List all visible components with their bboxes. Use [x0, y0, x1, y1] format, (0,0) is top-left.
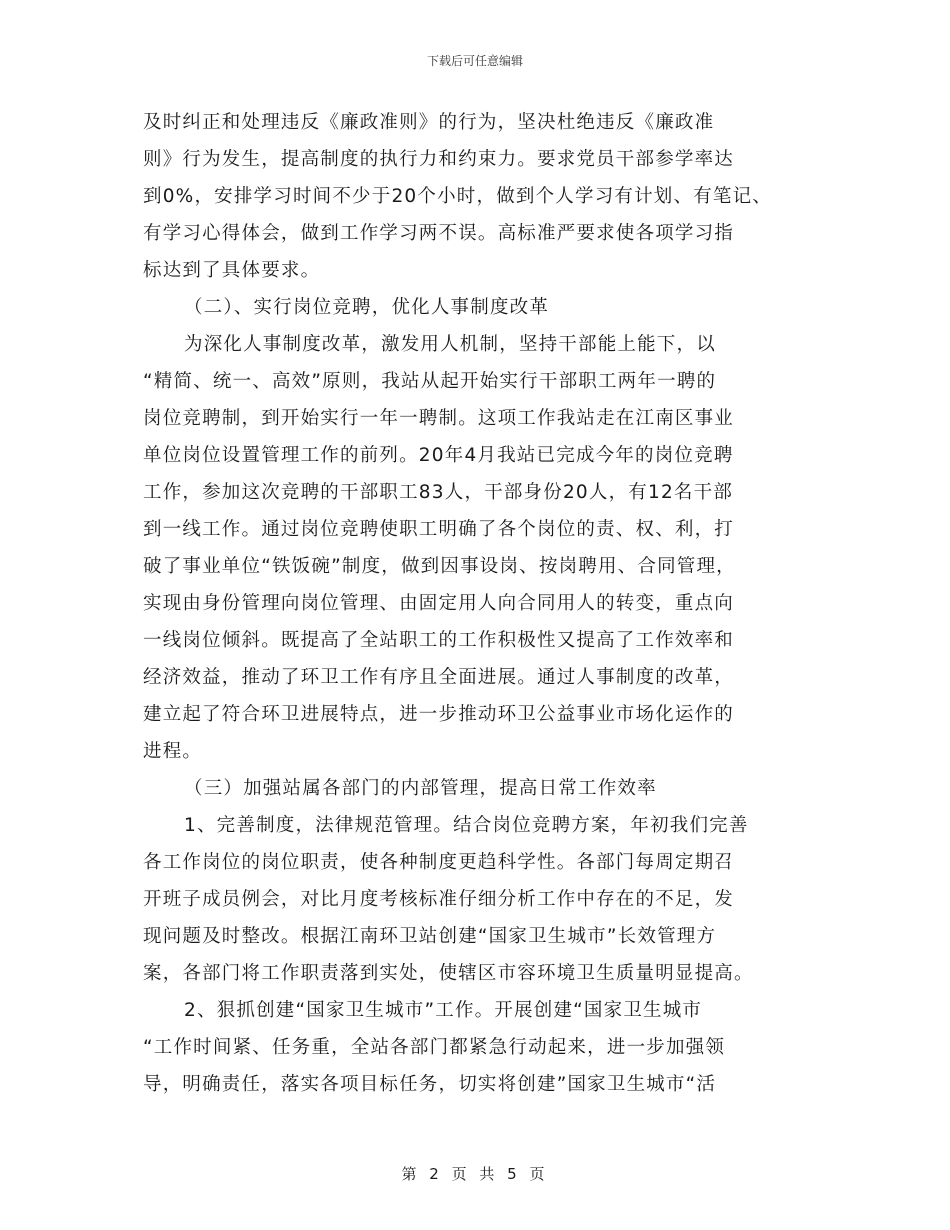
text-line: 岗位竞聘制，到开始实行一年一聘制。这项工作我站走在江南区事业 — [143, 408, 735, 429]
text-line: 到0%，安排学习时间不少于20个小时，做到个人学习有计划、有笔记、 — [143, 186, 772, 207]
text-line: 进程。 — [143, 741, 203, 762]
text-line: 建立起了符合环卫进展特点，进一步推动环卫公益事业市场化运作的 — [143, 704, 735, 725]
text-line: 则》行为发生，提高制度的执行力和约束力。要求党员干部参学率达 — [143, 149, 735, 170]
text-line: 各工作岗位的岗位职责，使各种制度更趋科学性。各部门每周定期召 — [143, 852, 735, 873]
text-line: 标达到了具体要求。 — [143, 260, 321, 281]
section-heading: （三）加强站属各部门的内部管理，提高日常工作效率 — [184, 778, 657, 799]
text-line: 一线岗位倾斜。既提高了全站职工的工作积极性又提高了工作效率和 — [143, 630, 735, 651]
text-line: 经济效益，推动了环卫工作有序且全面进展。通过人事制度的改革， — [143, 667, 735, 688]
text-line: 导，明确责任，落实各项目标任务，切实将创建”国家卫生城市“活 — [143, 1074, 717, 1095]
text-line: 到一线工作。通过岗位竞聘使职工明确了各个岗位的责、权、利，打 — [143, 519, 735, 540]
section-heading: （二）、实行岗位竞聘，优化人事制度改革 — [184, 297, 550, 318]
text-line: 有学习心得体会，做到工作学习两不误。高标准严要求使各项学习指 — [143, 223, 735, 244]
text-line: 单位岗位设置管理工作的前列。20年4月我站已完成今年的岗位竞聘 — [143, 445, 734, 466]
text-line: 2、狠抓创建“国家卫生城市”工作。开展创建“国家卫生城市 — [184, 1000, 703, 1021]
text-line: “工作时间紧、任务重，全站各部门都紧急行动起来，进一步加强领 — [143, 1037, 726, 1058]
text-line: 现问题及时整改。根据江南环卫站创建“国家卫生城市”长效管理方 — [143, 926, 717, 947]
text-line: 为深化人事制度改革，激发用人机制，坚持干部能上能下，以 — [184, 334, 716, 355]
text-line: 破了事业单位“铁饭碗”制度，做到因事设岗、按岗聘用、合同管理， — [143, 556, 736, 577]
text-line: 开班子成员例会，对比月度考核标准仔细分析工作中存在的不足，发 — [143, 889, 735, 910]
page-number-footer: 第 2 页 共 5 页 — [401, 1165, 549, 1183]
text-line: “精简、统一、高效”原则，我站从起开始实行干部职工两年一聘的 — [143, 371, 717, 392]
text-line: 及时纠正和处理违反《廉政准则》的行为，坚决杜绝违反《廉政准 — [143, 112, 715, 133]
text-line: 案，各部门将工作职责落到实处，使辖区市容环境卫生质量明显提高。 — [143, 963, 754, 984]
text-line: 工作，参加这次竞聘的干部职工83人，干部身份20人，有12名干部 — [143, 482, 734, 503]
page-header-note: 下载后可任意编辑 — [426, 54, 523, 68]
text-line: 实现由身份管理向岗位管理、由固定用人向合同用人的转变，重点向 — [143, 593, 735, 614]
text-line: 1、完善制度，法律规范管理。结合岗位竞聘方案，年初我们完善 — [184, 815, 749, 836]
